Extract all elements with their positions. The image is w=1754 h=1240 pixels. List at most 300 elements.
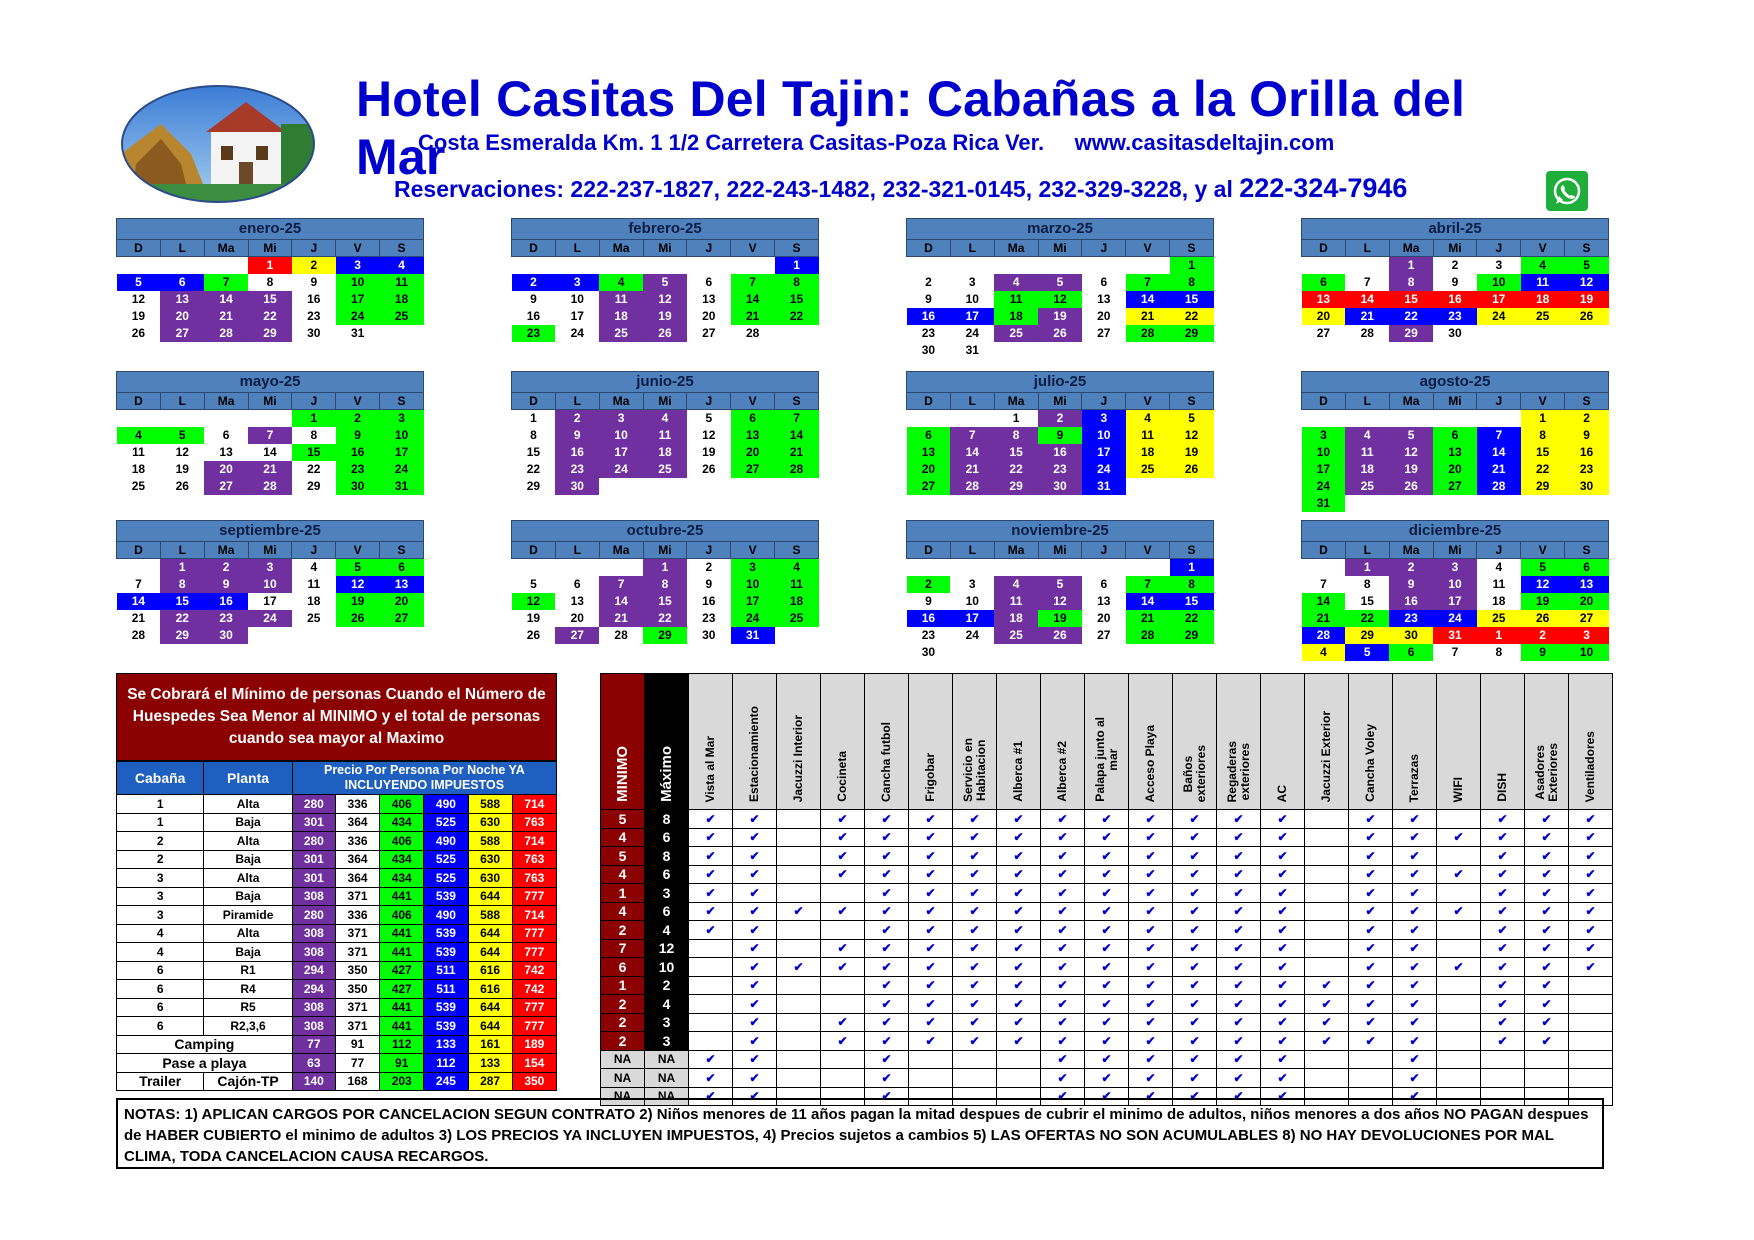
- calendar-day[interactable]: 2: [1521, 627, 1565, 644]
- calendar-day[interactable]: 21: [1126, 308, 1170, 325]
- calendar-day[interactable]: 5: [336, 559, 380, 577]
- calendar-day[interactable]: 8: [1389, 274, 1433, 291]
- calendar-day[interactable]: 18: [380, 291, 424, 308]
- calendar-day[interactable]: 7: [775, 410, 819, 428]
- calendar-day[interactable]: 27: [204, 478, 248, 495]
- calendar-day[interactable]: 15: [248, 291, 292, 308]
- calendar-day[interactable]: 9: [1521, 644, 1565, 661]
- calendar-day[interactable]: 7: [1451, 645, 1459, 659]
- calendar-day[interactable]: 17: [263, 594, 277, 608]
- calendar-day[interactable]: 19: [702, 445, 716, 459]
- calendar-day[interactable]: 13: [1097, 594, 1111, 608]
- calendar-day[interactable]: 11: [307, 577, 321, 591]
- calendar-day[interactable]: 7: [1320, 577, 1327, 591]
- calendar-day[interactable]: 19: [1565, 291, 1609, 308]
- calendar-day[interactable]: 10: [1302, 444, 1346, 461]
- calendar-day[interactable]: 14: [1345, 291, 1389, 308]
- calendar-day[interactable]: 24: [965, 326, 979, 340]
- calendar-day[interactable]: 24: [1477, 308, 1521, 325]
- calendar-day[interactable]: 8: [1363, 577, 1371, 591]
- calendar-day[interactable]: 9: [310, 275, 318, 289]
- calendar-day[interactable]: 30: [1389, 627, 1433, 644]
- calendar-day[interactable]: 17: [570, 309, 584, 323]
- calendar-day[interactable]: 15: [1360, 594, 1374, 608]
- calendar-day[interactable]: 3: [599, 410, 643, 428]
- calendar-day[interactable]: 1: [1345, 559, 1389, 577]
- calendar-day[interactable]: 7: [1477, 427, 1521, 444]
- calendar-day[interactable]: 13: [380, 576, 424, 593]
- calendar-day[interactable]: 27: [555, 627, 599, 644]
- calendar-day[interactable]: 21: [1302, 610, 1346, 627]
- calendar-day[interactable]: 31: [1302, 495, 1346, 512]
- calendar-day[interactable]: 24: [599, 461, 643, 478]
- calendar-day[interactable]: 3: [1082, 410, 1126, 428]
- calendar-day[interactable]: 7: [204, 274, 248, 291]
- calendar-day[interactable]: 20: [160, 308, 204, 325]
- calendar-day[interactable]: 28: [775, 461, 819, 478]
- calendar-day[interactable]: 21: [1345, 308, 1389, 325]
- calendar-day[interactable]: 27: [1433, 478, 1477, 495]
- calendar-day[interactable]: 3: [1433, 559, 1477, 577]
- calendar-day[interactable]: 9: [925, 594, 932, 608]
- calendar-day[interactable]: 22: [248, 308, 292, 325]
- calendar-day[interactable]: 6: [705, 275, 713, 289]
- calendar-day[interactable]: 10: [336, 274, 380, 291]
- calendar-day[interactable]: 4: [117, 427, 161, 444]
- calendar-day[interactable]: 24: [731, 610, 775, 627]
- calendar-day[interactable]: 17: [599, 444, 643, 461]
- calendar-day[interactable]: 5: [160, 427, 204, 444]
- calendar-day[interactable]: 30: [555, 478, 599, 495]
- calendar-day[interactable]: 25: [131, 479, 146, 493]
- calendar-day[interactable]: 18: [599, 308, 643, 325]
- calendar-day[interactable]: 9: [1451, 275, 1459, 289]
- calendar-day[interactable]: 25: [1126, 461, 1170, 478]
- calendar-day[interactable]: 16: [1433, 291, 1477, 308]
- calendar-day[interactable]: 22: [1521, 461, 1565, 478]
- calendar-day[interactable]: 16: [1038, 444, 1082, 461]
- calendar-day[interactable]: 6: [731, 410, 775, 428]
- calendar-day[interactable]: 31: [380, 478, 424, 495]
- calendar-day[interactable]: 5: [1565, 257, 1609, 275]
- calendar-day[interactable]: 24: [1302, 478, 1346, 495]
- calendar-day[interactable]: 23: [307, 309, 321, 323]
- calendar-day[interactable]: 15: [994, 444, 1038, 461]
- calendar-day[interactable]: 30: [336, 478, 380, 495]
- calendar-day[interactable]: 29: [994, 478, 1038, 495]
- calendar-day[interactable]: 19: [131, 309, 146, 323]
- calendar-day[interactable]: 23: [555, 461, 599, 478]
- calendar-day[interactable]: 30: [702, 628, 716, 642]
- calendar-day[interactable]: 6: [1100, 275, 1108, 289]
- calendar-day[interactable]: 29: [1170, 325, 1214, 342]
- calendar-day[interactable]: 26: [131, 326, 146, 340]
- calendar-day[interactable]: 28: [745, 326, 760, 340]
- calendar-day[interactable]: 21: [599, 610, 643, 627]
- calendar-day[interactable]: 20: [1433, 461, 1477, 478]
- calendar-day[interactable]: 29: [1389, 325, 1433, 342]
- calendar-day[interactable]: 1: [248, 257, 292, 275]
- calendar-day[interactable]: 8: [1170, 576, 1214, 593]
- calendar-day[interactable]: 2: [705, 560, 713, 574]
- calendar-day[interactable]: 2: [292, 257, 336, 275]
- calendar-day[interactable]: 28: [248, 478, 292, 495]
- calendar-day[interactable]: 3: [336, 257, 380, 275]
- calendar-day[interactable]: 27: [380, 610, 424, 627]
- calendar-day[interactable]: 11: [1492, 577, 1506, 591]
- calendar-day[interactable]: 6: [222, 428, 230, 442]
- calendar-day[interactable]: 21: [204, 308, 248, 325]
- calendar-day[interactable]: 9: [1389, 576, 1433, 593]
- calendar-day[interactable]: 11: [1126, 427, 1170, 444]
- calendar-day[interactable]: 18: [1126, 444, 1170, 461]
- calendar-day[interactable]: 24: [1433, 610, 1477, 627]
- calendar-day[interactable]: 29: [307, 479, 321, 493]
- calendar-day[interactable]: 8: [266, 275, 274, 289]
- calendar-day[interactable]: 27: [1565, 610, 1609, 627]
- calendar-day[interactable]: 12: [336, 576, 380, 593]
- calendar-day[interactable]: 15: [643, 593, 687, 610]
- calendar-day[interactable]: 3: [555, 274, 599, 291]
- calendar-day[interactable]: 15: [1389, 291, 1433, 308]
- calendar-day[interactable]: 20: [1302, 308, 1346, 325]
- calendar-day[interactable]: 10: [965, 292, 979, 306]
- calendar-day[interactable]: 3: [731, 559, 775, 577]
- calendar-day[interactable]: 20: [1097, 611, 1111, 625]
- calendar-day[interactable]: 2: [907, 576, 951, 593]
- calendar-day[interactable]: 25: [1477, 610, 1521, 627]
- calendar-day[interactable]: 19: [1038, 308, 1082, 325]
- calendar-day[interactable]: 22: [994, 461, 1038, 478]
- calendar-day[interactable]: 10: [731, 576, 775, 593]
- calendar-day[interactable]: 27: [1316, 326, 1331, 340]
- calendar-day[interactable]: 19: [643, 308, 687, 325]
- calendar-day[interactable]: 8: [1495, 645, 1503, 659]
- calendar-day[interactable]: 21: [131, 611, 146, 625]
- calendar-day[interactable]: 1: [1389, 257, 1433, 275]
- calendar-day[interactable]: 11: [599, 291, 643, 308]
- calendar-day[interactable]: 22: [1170, 308, 1214, 325]
- calendar-day[interactable]: 3: [968, 275, 976, 289]
- calendar-day[interactable]: 21: [1126, 610, 1170, 627]
- calendar-day[interactable]: 27: [731, 461, 775, 478]
- calendar-day[interactable]: 24: [336, 308, 380, 325]
- calendar-day[interactable]: 23: [204, 610, 248, 627]
- calendar-day[interactable]: 13: [907, 444, 951, 461]
- calendar-day[interactable]: 11: [132, 445, 145, 459]
- calendar-day[interactable]: 4: [1302, 644, 1346, 661]
- calendar-day[interactable]: 25: [775, 610, 819, 627]
- calendar-day[interactable]: 6: [160, 274, 204, 291]
- calendar-day[interactable]: 28: [1126, 627, 1170, 644]
- calendar-day[interactable]: 9: [925, 292, 932, 306]
- calendar-day[interactable]: 29: [526, 479, 541, 493]
- calendar-day[interactable]: 9: [530, 292, 537, 306]
- calendar-day[interactable]: 24: [380, 461, 424, 478]
- calendar-day[interactable]: 9: [1565, 427, 1609, 444]
- calendar-day[interactable]: 5: [530, 577, 537, 591]
- calendar-day[interactable]: 19: [1389, 461, 1433, 478]
- calendar-day[interactable]: 12: [1389, 444, 1433, 461]
- calendar-day[interactable]: 5: [1038, 274, 1082, 291]
- calendar-day[interactable]: 1: [643, 559, 687, 577]
- calendar-day[interactable]: 8: [643, 576, 687, 593]
- calendar-day[interactable]: 20: [702, 309, 716, 323]
- calendar-day[interactable]: 2: [512, 274, 556, 291]
- calendar-day[interactable]: 16: [307, 292, 321, 306]
- calendar-day[interactable]: 7: [135, 577, 142, 591]
- calendar-day[interactable]: 16: [555, 444, 599, 461]
- calendar-day[interactable]: 5: [117, 274, 161, 291]
- calendar-day[interactable]: 4: [1345, 427, 1389, 444]
- calendar-day[interactable]: 19: [175, 462, 189, 476]
- calendar-day[interactable]: 17: [1433, 593, 1477, 610]
- calendar-day[interactable]: 9: [336, 427, 380, 444]
- calendar-day[interactable]: 19: [1170, 444, 1214, 461]
- calendar-day[interactable]: 13: [1097, 292, 1111, 306]
- calendar-day[interactable]: 2: [555, 410, 599, 428]
- calendar-day[interactable]: 16: [1565, 444, 1609, 461]
- calendar-day[interactable]: 4: [1126, 410, 1170, 428]
- calendar-day[interactable]: 11: [1521, 274, 1565, 291]
- calendar-day[interactable]: 4: [643, 410, 687, 428]
- calendar-day[interactable]: 17: [380, 444, 424, 461]
- calendar-day[interactable]: 2: [1389, 559, 1433, 577]
- calendar-day[interactable]: 30: [307, 326, 321, 340]
- calendar-day[interactable]: 29: [1521, 478, 1565, 495]
- calendar-day[interactable]: 7: [731, 274, 775, 291]
- calendar-day[interactable]: 31: [1082, 478, 1126, 495]
- calendar-day[interactable]: 5: [1389, 427, 1433, 444]
- calendar-day[interactable]: 12: [175, 445, 189, 459]
- calendar-day[interactable]: 18: [131, 462, 146, 476]
- calendar-day[interactable]: 23: [702, 611, 716, 625]
- calendar-day[interactable]: 29: [160, 627, 204, 644]
- calendar-day[interactable]: 25: [994, 325, 1038, 342]
- calendar-day[interactable]: 25: [994, 627, 1038, 644]
- calendar-day[interactable]: 18: [775, 593, 819, 610]
- calendar-day[interactable]: 26: [175, 479, 189, 493]
- main-phone[interactable]: 222-324-7946: [1239, 173, 1408, 203]
- calendar-day[interactable]: 12: [1565, 274, 1609, 291]
- calendar-day[interactable]: 11: [1345, 444, 1389, 461]
- calendar-day[interactable]: 30: [1448, 326, 1462, 340]
- calendar-day[interactable]: 12: [1038, 291, 1082, 308]
- calendar-day[interactable]: 16: [1389, 593, 1433, 610]
- calendar-day[interactable]: 17: [1082, 444, 1126, 461]
- calendar-day[interactable]: 30: [921, 343, 936, 357]
- calendar-day[interactable]: 3: [1565, 627, 1609, 644]
- calendar-day[interactable]: 13: [160, 291, 204, 308]
- calendar-day[interactable]: 10: [1565, 644, 1609, 661]
- calendar-day[interactable]: 8: [1170, 274, 1214, 291]
- calendar-day[interactable]: 6: [1389, 644, 1433, 661]
- calendar-day[interactable]: 4: [994, 274, 1038, 291]
- calendar-day[interactable]: 26: [1038, 325, 1082, 342]
- calendar-day[interactable]: 12: [702, 428, 716, 442]
- calendar-day[interactable]: 12: [643, 291, 687, 308]
- calendar-day[interactable]: 5: [705, 411, 713, 425]
- calendar-day[interactable]: 8: [775, 274, 819, 291]
- calendar-day[interactable]: 4: [1521, 257, 1565, 275]
- calendar-day[interactable]: 2: [1451, 258, 1459, 272]
- calendar-day[interactable]: 10: [380, 427, 424, 444]
- calendar-day[interactable]: 5: [1345, 644, 1389, 661]
- calendar-day[interactable]: 4: [775, 559, 819, 577]
- calendar-day[interactable]: 18: [643, 444, 687, 461]
- calendar-day[interactable]: 26: [1565, 308, 1609, 325]
- calendar-day[interactable]: 11: [994, 291, 1038, 308]
- calendar-day[interactable]: 26: [1521, 610, 1565, 627]
- calendar-day[interactable]: 29: [248, 325, 292, 342]
- calendar-day[interactable]: 14: [1477, 444, 1521, 461]
- calendar-day[interactable]: 3: [1302, 427, 1346, 444]
- calendar-day[interactable]: 11: [994, 593, 1038, 610]
- calendar-day[interactable]: 6: [380, 559, 424, 577]
- calendar-day[interactable]: 21: [775, 444, 819, 461]
- calendar-day[interactable]: 5: [1170, 410, 1214, 428]
- calendar-day[interactable]: 15: [775, 291, 819, 308]
- calendar-day[interactable]: 12: [512, 593, 556, 610]
- calendar-day[interactable]: 16: [702, 594, 716, 608]
- calendar-day[interactable]: 10: [599, 427, 643, 444]
- calendar-day[interactable]: 28: [1302, 627, 1346, 644]
- calendar-day[interactable]: 1: [1170, 257, 1214, 275]
- calendar-day[interactable]: 26: [1389, 478, 1433, 495]
- calendar-day[interactable]: 22: [1170, 610, 1214, 627]
- calendar-day[interactable]: 13: [219, 445, 233, 459]
- calendar-day[interactable]: 23: [1389, 610, 1433, 627]
- calendar-day[interactable]: 26: [526, 628, 541, 642]
- calendar-day[interactable]: 8: [994, 427, 1038, 444]
- calendar-day[interactable]: 18: [994, 610, 1038, 627]
- calendar-day[interactable]: 6: [573, 577, 581, 591]
- calendar-day[interactable]: 10: [1477, 274, 1521, 291]
- calendar-day[interactable]: 21: [248, 461, 292, 478]
- calendar-day[interactable]: 28: [1477, 478, 1521, 495]
- calendar-day[interactable]: 7: [1126, 274, 1170, 291]
- calendar-day[interactable]: 20: [1565, 593, 1609, 610]
- calendar-day[interactable]: 27: [702, 326, 716, 340]
- calendar-day[interactable]: 21: [950, 461, 994, 478]
- calendar-day[interactable]: 5: [643, 274, 687, 291]
- calendar-day[interactable]: 23: [512, 325, 556, 342]
- calendar-day[interactable]: 22: [643, 610, 687, 627]
- calendar-day[interactable]: 13: [702, 292, 716, 306]
- calendar-day[interactable]: 24: [570, 326, 584, 340]
- calendar-day[interactable]: 7: [1126, 576, 1170, 593]
- calendar-day[interactable]: 8: [1521, 427, 1565, 444]
- calendar-day[interactable]: 1: [1521, 410, 1565, 428]
- calendar-day[interactable]: 19: [526, 611, 541, 625]
- calendar-day[interactable]: 18: [307, 594, 321, 608]
- calendar-day[interactable]: 12: [1521, 576, 1565, 593]
- calendar-day[interactable]: 23: [1433, 308, 1477, 325]
- calendar-day[interactable]: 17: [1302, 461, 1346, 478]
- calendar-day[interactable]: 20: [380, 593, 424, 610]
- calendar-day[interactable]: 26: [702, 462, 716, 476]
- calendar-day[interactable]: 20: [1097, 309, 1111, 323]
- calendar-day[interactable]: 4: [310, 560, 318, 574]
- calendar-day[interactable]: 4: [1495, 560, 1503, 574]
- calendar-day[interactable]: 2: [1038, 410, 1082, 428]
- calendar-day[interactable]: 12: [1038, 593, 1082, 610]
- calendar-day[interactable]: 22: [160, 610, 204, 627]
- calendar-day[interactable]: 27: [1097, 326, 1111, 340]
- calendar-day[interactable]: 9: [555, 427, 599, 444]
- calendar-day[interactable]: 27: [907, 478, 951, 495]
- calendar-day[interactable]: 13: [731, 427, 775, 444]
- calendar-day[interactable]: 4: [380, 257, 424, 275]
- calendar-day[interactable]: 4: [599, 274, 643, 291]
- calendar-day[interactable]: 28: [204, 325, 248, 342]
- calendar-day[interactable]: 28: [950, 478, 994, 495]
- calendar-day[interactable]: 29: [643, 627, 687, 644]
- calendar-day[interactable]: 3: [248, 559, 292, 577]
- calendar-day[interactable]: 2: [336, 410, 380, 428]
- calendar-day[interactable]: 15: [526, 445, 541, 459]
- calendar-day[interactable]: 11: [775, 576, 819, 593]
- calendar-day[interactable]: 6: [1100, 577, 1108, 591]
- calendar-day[interactable]: 26: [643, 325, 687, 342]
- calendar-day[interactable]: 26: [1170, 461, 1214, 478]
- calendar-day[interactable]: 6: [907, 427, 951, 444]
- calendar-day[interactable]: 21: [731, 308, 775, 325]
- calendar-day[interactable]: 1: [1012, 411, 1020, 425]
- calendar-day[interactable]: 14: [1126, 593, 1170, 610]
- calendar-day[interactable]: 1: [292, 410, 336, 428]
- calendar-day[interactable]: 14: [263, 445, 277, 459]
- calendar-day[interactable]: 15: [292, 444, 336, 461]
- calendar-day[interactable]: 25: [599, 325, 643, 342]
- calendar-day[interactable]: 17: [731, 593, 775, 610]
- calendar-day[interactable]: 25: [1521, 308, 1565, 325]
- calendar-day[interactable]: 1: [1477, 627, 1521, 644]
- calendar-day[interactable]: 9: [705, 577, 713, 591]
- calendar-day[interactable]: 3: [1495, 258, 1503, 272]
- calendar-day[interactable]: 14: [599, 593, 643, 610]
- calendar-day[interactable]: 6: [1565, 559, 1609, 577]
- calendar-day[interactable]: 28: [1126, 325, 1170, 342]
- calendar-day[interactable]: 16: [907, 308, 951, 325]
- calendar-day[interactable]: 23: [921, 628, 936, 642]
- calendar-day[interactable]: 18: [1492, 594, 1506, 608]
- calendar-day[interactable]: 10: [1082, 427, 1126, 444]
- calendar-day[interactable]: 9: [204, 576, 248, 593]
- calendar-day[interactable]: 10: [965, 594, 979, 608]
- calendar-day[interactable]: 11: [643, 427, 687, 444]
- calendar-day[interactable]: 2: [1565, 410, 1609, 428]
- calendar-day[interactable]: 15: [1170, 593, 1214, 610]
- calendar-day[interactable]: 5: [1038, 576, 1082, 593]
- calendar-day[interactable]: 16: [336, 444, 380, 461]
- calendar-day[interactable]: 8: [310, 428, 318, 442]
- calendar-day[interactable]: 4: [994, 576, 1038, 593]
- calendar-day[interactable]: 16: [526, 309, 541, 323]
- calendar-day[interactable]: 13: [1565, 576, 1609, 593]
- calendar-day[interactable]: 22: [1389, 308, 1433, 325]
- calendar-day[interactable]: 14: [1126, 291, 1170, 308]
- calendar-day[interactable]: 28: [614, 628, 628, 642]
- calendar-day[interactable]: 31: [1433, 627, 1477, 644]
- calendar-day[interactable]: 16: [907, 610, 951, 627]
- calendar-day[interactable]: 12: [1170, 427, 1214, 444]
- calendar-day[interactable]: 28: [1360, 326, 1374, 340]
- calendar-day[interactable]: 23: [1565, 461, 1609, 478]
- calendar-day[interactable]: 8: [530, 428, 537, 442]
- calendar-day[interactable]: 1: [775, 257, 819, 275]
- calendar-day[interactable]: 14: [731, 291, 775, 308]
